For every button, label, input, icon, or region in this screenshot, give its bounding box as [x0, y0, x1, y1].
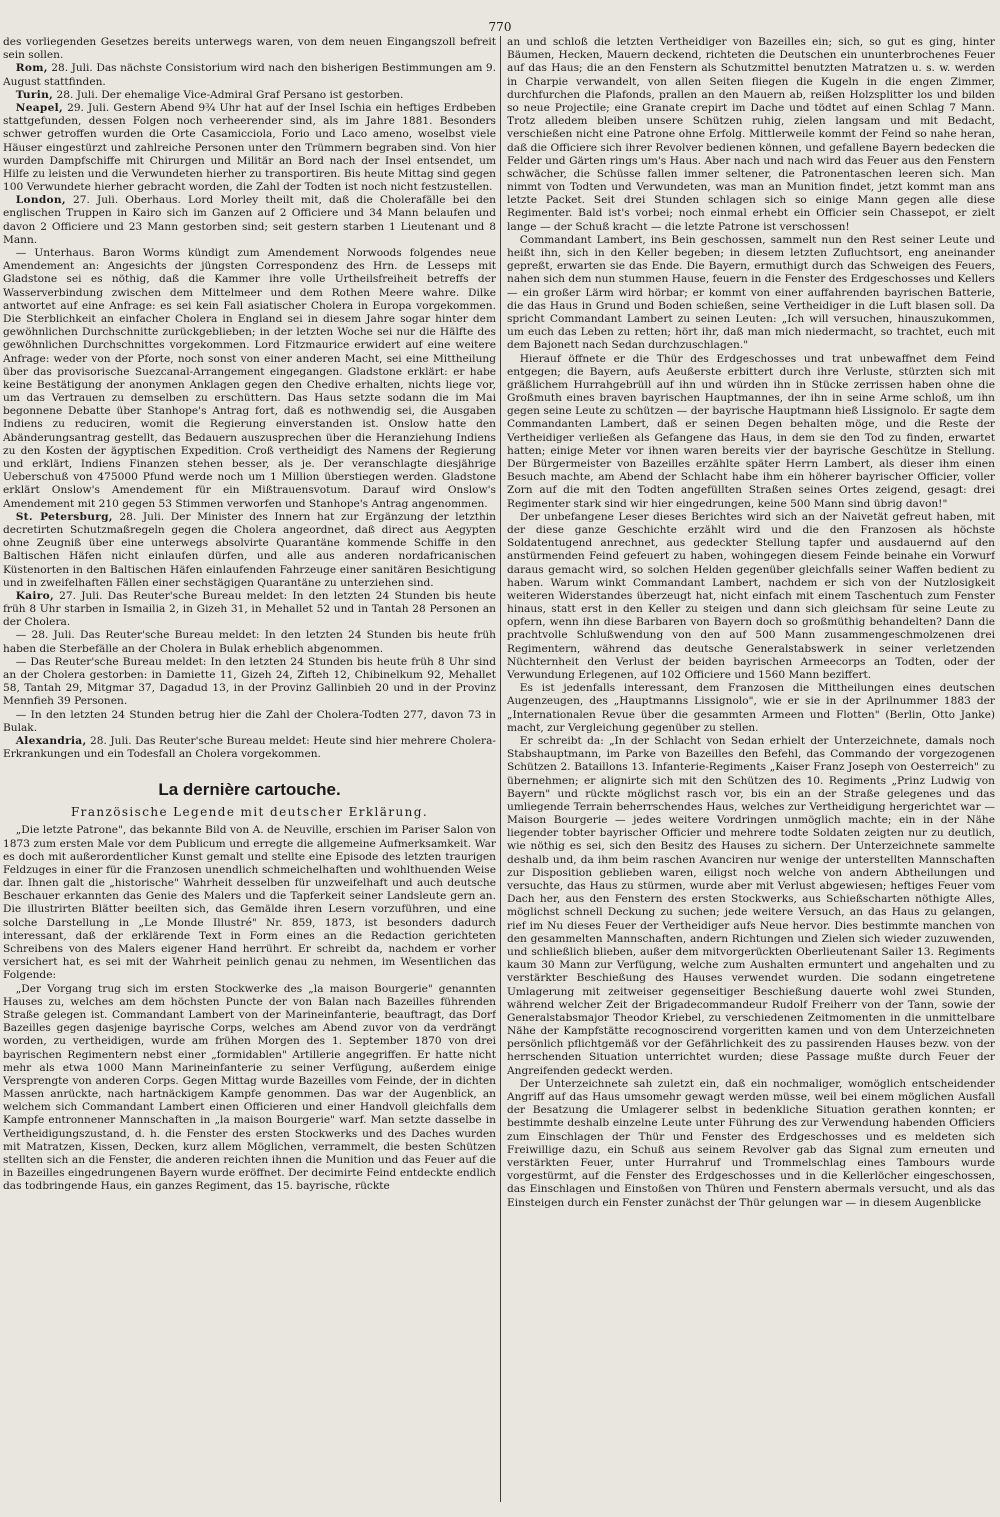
news-dispatches: [3, 36, 496, 761]
paragraph-text: — Das Reuter'sche Bureau meldet: In den letzten 24 Stunden bis heute früh 8 Uhr sind an der Cholera gestorben: in Damiette 11, Gizeh 24, Zifteh 12, Chibinelkum 92, Mehallet 58, Tantah 29, Mitgmar 37, Dagadud 13, in der Provinz Gallinbieh 20 und in der Provinz Mennfieh 39 Personen.: [3, 655, 496, 708]
news-paragraph: [3, 62, 496, 88]
article-paragraph: Hierauf öffnete er die Thür des Erdgeschosses und trat unbewaffnet dem Feind entgegen; die Bayern, aufs Aeußerste erbittert durch ihre Verluste, stürzten sich mit gräßlichem Hurrahgebrüll auf ihn und würden ihn in Stücke zerrissen haben ohne die Großmuth eines braven bayrischen Hauptmannes, der ihn in seine Arme schloß, um ihn gegen seine Leute zu schützen — der bayrische Hauptmann hieß Lissignolo. Er sagte dem Commandanten Lambert, daß er seinen Degen behalten möge, und die Reste der Vertheidiger verließen als Gefangene das Haus, in dem sie den Tod zu finden, erwartet hatten; einige Meter vor ihnen waren bereits vier der bayrische Geschütze in Stellung. Der Bürgermeister von Bazeilles erzählte später Herrn Lambert, als dieser ihm einen Besuch machte, am Abend der Schlacht habe ihm ein höherer bayrischer Officier, voller Zorn auf die mit den Todten angefüllten Straßen seines Ortes zeigend, gesagt: drei Regimenter stark sind wir hier eingedrungen, keine 500 Mann sind übrig davon!": [507, 352, 995, 510]
article-paragraph: Es ist jedenfalls interessant, dem Franzosen die Mittheilungen eines deutschen Augenzeugen, des „Hauptmanns Lissignolo", wie er sie in der Aprilnummer 1883 der „Internationalen Revue über die gesammten Armeen und Flotten" (Berlin, Otto Janke) macht, zur Vergleichung gegenüber zu stellen.: [507, 682, 995, 734]
paragraph-text: 28. Juli. Das Reuter'sche Bureau meldet: Heute sind hier mehrere Cholera-Erkrankungen und ein Todesfall an Cholera vorgekommen.: [3, 734, 496, 761]
news-paragraph: [3, 511, 496, 590]
paragraph-text: 28. Juli. Das nächste Consistorium wird nach den bisherigen Bestimmungen am 9. August stattfinden.: [3, 62, 496, 88]
article-paragraph: Er schreibt da: „In der Schlacht von Sedan erhielt der Unterzeichnete, damals noch Stabshauptmann, im Parke von Bazeilles den Befehl, das Commando der vorgezogenen Schützen 2. Bataillons 13. Infanterie-Regiments „Kaiser Franz Joseph von Oesterreich" zu übernehmen; er alignirte sich mit den Schützen des 10. Regiments „Prinz Ludwig von Bayern" und rückte möglichst rasch vor, bis ein an der Straße gelegenes und das umliegende Terrain beherrschendes Haus, welches zur Vertheidigung hergerichtet war — Maison Bourgerie — jedes weitere Vordringen unmöglich machte; ein in der Nähe liegender tobter bayrischer Officier und mehrere todte Soldaten zeigten nur zu deutlich, wie nöthig es sei, sich den Besitz des Hauses zu sichern. Der Unterzeichnete sammelte deshalb und, da ihm beim raschen Avanciren nur wenige der unterstellten Mannschaften zur Disposition geblieben waren, eiligst noch welche von andern Abtheilungen und versuchte, das Haus zu stürmen, wurde aber mit Verlust abgewiesen; heftiges Feuer vom Dach her, aus den Fenstern des ersten Stockwerks, aus Schießscharten nöthigte Alles, möglichst schnell Deckung zu suchen; jede weitere Versuch, an das Haus zu gelangen, rief im Nu dieses Feuer der Vertheidiger aufs Neue hervor. Dies bestimmte manchen von den gesammelten Mannschaften, andern Richtungen und Zielen sich wieder zuzuwenden, und schließlich blieben, außer dem mitvorgerückten Oberlieutenant Sailer 13. Regiments kaum 30 Mann zur Verfügung, welche zum Aushalten ermuntert und angehalten und zu verstärkter Beschießung des Hauses verwendet wurden. Die sodann eingetretene Umlagerung mit zeitweiser gegenseitiger Beschießung dauerte wohl zwei Stunden, während welcher Zeit der Brigadecommandeur Rudolf Freiherr von der Tann, sowie der Generalstabsmajor Theodor Kriebel, zu verschiedenen Zeitmomenten in die unmittelbare Nähe der Kampfstätte recognoscirend vorgeritten kamen und von dem Unterzeichneten persönlich pflichtgemäß vor der Gefährlichkeit des zu passirenden Hauses bezw. von der herrschenden Situation unterrichtet wurden; diese Passage mußte durch Feuer der Angreifenden gedeckt werden.: [507, 734, 995, 1077]
news-paragraph: [3, 89, 496, 102]
article-body-continued: [507, 36, 995, 1210]
news-paragraph: [3, 629, 496, 655]
dateline-place: Kairo,: [15, 589, 54, 602]
right-column: [507, 36, 995, 1502]
paragraph-text: — In den letzten 24 Stunden betrug hier die Zahl der Cholera-Todten 277, davon 73 in Bulak.: [3, 708, 496, 734]
dateline-place: London,: [15, 194, 66, 207]
news-paragraph: [3, 247, 496, 511]
paragraph-text: des vorliegenden Gesetzes bereits unterwegs waren, von dem neuen Eingangszoll befreit sein sollen.: [3, 36, 496, 62]
paragraph-text: — Unterhaus. Baron Worms kündigt zum Amendement Norwoods folgendes neue Amendement an: Angesichts der jüngsten Correspondenz des Hrn. de Lesseps mit Gladstone sei es nöthig, daß die Kammer ihre volle Urtheilsfreiheit betreffs der Wasserverbindung zwischen dem Mittelmeer und dem Rothen Meere wahre. Dilke antwortet auf eine Anfrage: es sei kein Fall asiatischer Cholera in Europa vorgekommen. Die Sterblichkeit an einfacher Cholera in England sei in diesem Jahre sogar hinter dem gewöhnlichen Durchschnitte zurückgeblieben; in der letzten Woche sei nur die Hälfte des gewöhnlichen Durchschnittes vorgekommen. Lord Fitzmaurice erwidert auf eine weitere Anfrage: weder von der Pforte, noch sonst von einer anderen Macht, sei eine Mittheilung über das provisorische Suezcanal-Arrangement eingegangen. Gladstone erklärt: er habe keine Bestätigung der anonymen Anklagen gegen den Chedive erhalten, nichts liege vor, um das Vertrauen zu demselben zu erschüttern. Das Haus setzte sodann die im Mai begonnene Debatte über Stanhope's Antrag fort, daß es nothwendig sei, die Ausgaben Indiens zu reduciren, womit die Regierung einverstanden ist. Onslow hatte den Abänderungsantrag gestellt, das Bedauern auszusprechen über die Heranziehung Indiens zu den Kosten der ägyptischen Expedition. Croß vertheidigt des Namens der Regierung und erklärt, Indiens Finanzen stehen besser, als je. Der veranschlagte diesjährige Ueberschuß von 475000 Pfund werde noch um 1 Million überstiegen werden. Gladstone erklärt Onslow's Amendement für ein Mißtrauensvotum. Darauf wird Onslow's Amendement mit 210 gegen 53 Stimmen verworfen und Stanhope's Antrag angenommen.: [3, 247, 496, 510]
article-subtitle: Französische Legende mit deutscher Erklärung.: [70, 805, 429, 820]
news-paragraph: [3, 36, 496, 62]
article-paragraph: an und schloß die letzten Vertheidiger von Bazeilles ein; sich, so gut es ging, hinter Bäumen, Hecken, Mauern deckend, richteten die Deutschen ein ununterbrochenes Feuer auf das Haus; die an den Fenstern als Schutzmittel benutzten Matratzen u. s. w. werden in Charpie verwandelt, von allen Seiten fliegen die Kugeln in die engen Zimmer, durchfurchen die Plafonds, prallen an den Mauern ab, reißen Holzsplitter los und bilden so neue Projectile; eine Granate crepirt im Dache und tödtet auf einen Schlag 7 Mann. Trotz alledem bleiben unsere Schützen ruhig, zielen langsam und mit Bedacht, verschießen nicht eine Patrone ohne Erfolg. Mittlerweile kommt der Feind so nahe heran, daß die Officiere sich ihrer Revolver bedienen können, und gefallene Bayern bedecken die Felder und Gärten rings um's Haus. Aber nach und nach wird das Feuer aus den Fenstern schwächer, die Schüsse fallen immer seltener, die Patronentaschen leeren sich. Man nimmt von Todten und Verwundeten, was man an Munition findet, jetzt kommt man ans letzte Packet. Seit drei Stunden schlagen sich so einige Mann gegen alle diese Regimenter. Bald ist's vorbei; noch einmal erhebt ein Officier sein Chassepot, er zielt lange — der Schuß kracht — die letzte Patrone ist verschossen!: [507, 36, 995, 233]
dateline-place: St. Petersburg,: [15, 510, 113, 523]
news-paragraph: [3, 735, 496, 761]
news-paragraph: [3, 102, 496, 194]
paragraph-text: 29. Juli. Gestern Abend 9¾ Uhr hat auf der Insel Ischia ein heftiges Erdbeben stattgefunden, dessen Folgen noch verheerender sind, als im Jahre 1881. Besonders schwer getroffen wurden die Orte Casamicciola, Forio und Laco ameno, woselbst viele Häuser eingestürzt und zahlreiche Personen unter den Trümmern begraben sind. Von hier wurden Dampfschiffe mit Chirurgen und Militär an Bord nach der Insel entsendet, um Hilfe zu leisten und die Verwundeten hierher zu transportiren. Bis heute Mittag sind gegen 100 Verwundete hierher gebracht worden, die Zahl der Todten ist noch nicht festzustellen.: [3, 101, 496, 194]
dateline-place: Turin,: [15, 88, 54, 101]
dateline-place: Alexandria,: [15, 734, 87, 747]
paragraph-text: 27. Juli. Das Reuter'sche Bureau meldet: In den letzten 24 Stunden bis heute früh 8 Uhr starben in Ismailia 2, in Gizeh 31, in Mehallet 52 und in Tantah 28 Personen an der Cholera.: [3, 589, 496, 629]
article-paragraph: „Die letzte Patrone", das bekannte Bild von A. de Neuville, erschien im Pariser Salon von 1873 zum ersten Male vor dem Publicum und erregte die allgemeine Aufmerksamkeit. War es doch mit außerordentlicher Kunst gemalt und stellte eine Episode des letzten traurigen Feldzuges in einer für die Franzosen unendlich schmeichelhaften und wohlthuenden Weise dar. Ihnen galt die „historische" Wahrheit desselben für unzweifelhaft und auch deutsche Beschauer erkannten das Genie des Malers und die Tapferkeit seiner Landsleute gern an. Die illustrirten Blätter beeilten sich, das Gemälde ihren Lesern vorzuführen, und eine solche Darstellung in „Le Monde Illustré" Nr. 859, 1873, ist besonders dadurch interessant, daß der erklärende Text in Form eines an die Redaction gerichteten Schreibens von des Malers eigener Hand herrührt. Er schreibt da, nachdem er vorher versichert hat, es sei mit der Wahrheit peinlich genau zu nehmen, im Wesentlichen das Folgende:: [3, 824, 496, 982]
news-paragraph: [3, 709, 496, 735]
paragraph-text: 28. Juli. Der Minister des Innern hat zur Ergänzung der letzthin decretirten Schutzmaßregeln gegen die Cholera angeordnet, daß direct aus Aegypten ohne Zeugniß über eine unterwegs absolvirte Quarantäne kommende Schiffe in den Baltischen Häfen nicht einlaufen dürfen, und alle aus anderen nordafricanischen Küstenorten in den Baltischen Häfen einlaufenden Fahrzeuge einer sanitären Besichtigung und in zweifelhaften Fällen einer sechstägigen Quarantäne zu unterziehen sind.: [3, 510, 496, 589]
page-number: 770: [488, 20, 512, 34]
article-body: [3, 824, 496, 1193]
dateline-place: Neapel,: [15, 101, 63, 114]
news-paragraph: [3, 590, 496, 630]
article-paragraph: Der unbefangene Leser dieses Berichtes wird sich an der Naivetät gefreut haben, mit der diese ganze Geschichte erzählt wird und die den Franzosen als höchste Soldatentugend anrechnet, aus gedeckter Stellung tapfer und ausdauernd auf den anstürmenden Feind gefeuert zu haben, wohingegen diesem Feinde beinahe ein Vorwurf daraus gemacht wird, so solchen Helden gegenüber gleichfalls seiner Waffen bedient zu haben. Warum winkt Commandant Lambert, nachdem er sich von der Nutzlosigkeit weiteren Widerstandes überzeugt hat, nicht einfach mit einem Taschentuch zum Fenster hinaus, statt erst in den Keller zu steigen und dann sich gleichsam für seine Leute zu opfern, wenn ihn diese Barbaren von Bayern doch so großmüthig behandelten? Dann die prachtvolle Schlußwendung von den auf 500 Mann zusammengeschmolzenen drei Regimentern, während das deutsche Generalstabswerk in seiner verletzenden Nüchternheit den Verlust der beiden bayrischen Armeecorps an Todten, oder der Verwundung Erlegenen, auf 102 Officiere und 1560 Mann beziffert.: [507, 510, 995, 681]
paragraph-text: 27. Juli. Oberhaus. Lord Morley theilt mit, daß die Cholerafälle bei den englischen Truppen in Kairo sich im Ganzen auf 2 Officiere und 34 Mann belaufen und davon 2 Officiere und 23 Mann gestorben sind; seit gestern starben 1 Lieutenant und 8 Mann.: [3, 194, 496, 246]
news-paragraph: [3, 194, 496, 247]
news-paragraph: [3, 656, 496, 709]
article-title: La dernière cartouche.: [158, 780, 341, 800]
left-column: [3, 36, 496, 1502]
article-paragraph: Commandant Lambert, ins Bein geschossen, sammelt nun den Rest seiner Leute und heißt ihn, sich in den Keller begeben; in diesem letzten Zufluchtsort, eng aneinander gepreßt, erwarten sie das Ende. Die Bayern, ermuthigt durch das Schweigen des Feuers, nahen sich dem nun stummen Hause, feuern in die Fenster des Erdgeschosses und Kellers — ein großer Lärm wird hörbar; er kommt von einer auffahrenden bayrischen Batterie, die das Haus in Grund und Boden schießen, seine Vertheidiger in die Luft blasen soll. Da spricht Commandant Lambert zu seinen Leuten: „Ich will versuchen, hinauszukommen, um euch das Leben zu retten; hört ihr, daß man mich niedermacht, so trachtet, euch mit dem Bajonett nach Sedan durchzuschlagen.": [507, 233, 995, 352]
paragraph-text: — 28. Juli. Das Reuter'sche Bureau meldet: In den letzten 24 Stunden bis heute früh haben die Sterbefälle an der Cholera in Bulak erheblich abgenommen.: [3, 629, 496, 655]
article-paragraph: „Der Vorgang trug sich im ersten Stockwerke des „la maison Bourgerie" genannten Hauses zu, welches am dem höchsten Puncte der von Balan nach Bazeilles führenden Straße gelegen ist. Commandant Lambert von der Marineinfanterie, beauftragt, das Dorf Bazeilles gegen dasjenige bayrische Corps, welches am Abend zuvor von da verdrängt worden, zu vertheidigen, wurde am frühen Morgen des 1. September 1870 von drei bayrischen Regimentern nebst einer „formidablen" Artillerie angegriffen. Er hatte nicht mehr als etwa 1000 Mann Marineinfanterie zu seiner Verfügung, außerdem einige Versprengte von anderen Corps. Gegen Mittag wurde Bazeilles vom Feinde, der in dichten Massen anrückte, nach hartnäckigem Kampfe genommen. Das war der Augenblick, an welchem sich Commandant Lambert einen Officieren und einer Handvoll gleichfalls dem Kampfe entronnener Mannschaften in „la maison Bourgerie" warf. Man setzte dasselbe in Vertheidigungszustand, d. h. die Fenster des ersten Stockwerks und des Daches wurden mit Matratzen, Kissen, Decken, kurz allem Möglichen, verrammelt, die besten Schützen stellten sich an die Fenster, die anderen reichten ihnen die Munition und das Feuer auf die in Bazeilles eingedrungenen Bayern wurde eröffnet. Der decimirte Feind entdeckte endlich das todbringende Haus, ein ganzes Regiment, das 15. bayrische, rückte: [3, 982, 496, 1193]
dateline-place: Rom,: [15, 62, 48, 75]
article-paragraph: Der Unterzeichnete sah zuletzt ein, daß ein nochmaliger, womöglich entscheidender Angriff auf das Haus umsomehr gewagt werden müsse, weil bei einem möglichen Ausfall der Besatzung die Umlagerer selbst in bedenkliche Situation gerathen konnten; er bestimmte deshalb einzelne Leute unter Führung des zur Verwendung habenden Officiers zum Einschlagen der Thür und Fenster des Erdgeschosses und es meldeten sich Freiwillige dazu, ein Schuß aus seinem Revolver gab das Signal zum erneuten und verstärkten Feuer, unter Hurrahruf und Trommelschlag eines Tambours wurde vorgestürmt, auf die Fenster des Erdgeschosses und in die Kellerlöcher eingeschossen, das Einschlagen und Einstoßen von Thüren und Fenstern abermals versucht, und als das Einsteigen durch ein Fenster zunächst der Thür gelungen war — in diesem Augenblicke: [507, 1077, 995, 1209]
paragraph-text: 28. Juli. Der ehemalige Vice-Admiral Graf Persano ist gestorben.: [56, 88, 404, 101]
column-divider: [500, 36, 501, 1502]
